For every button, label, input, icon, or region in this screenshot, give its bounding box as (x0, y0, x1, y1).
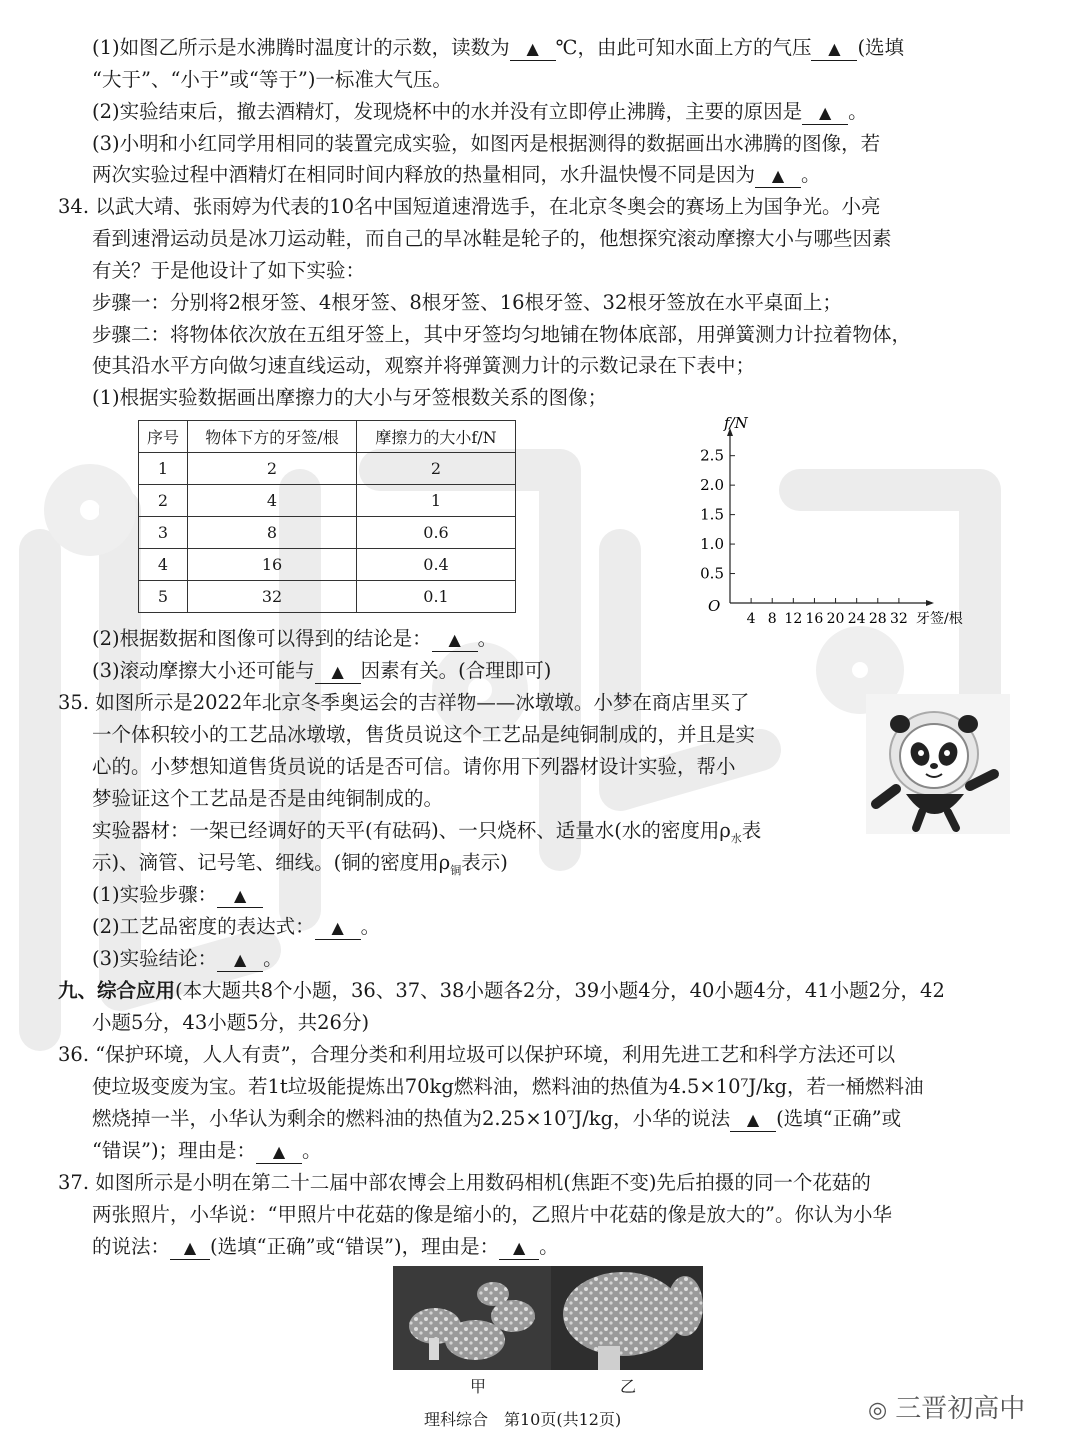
x-tick-label: 32 (889, 611, 908, 625)
q33-text: 。 (801, 163, 821, 186)
q34-line6: 使其沿水平方向做匀速直线运动，观察并将弹簧测力计的示数记录在下表中； (92, 354, 756, 377)
answer-blank[interactable]: ▲ (811, 38, 857, 61)
subscript: 铜 (450, 863, 462, 877)
answer-blank[interactable]: ▲ (256, 1141, 302, 1164)
answer-blank[interactable]: ▲ (315, 661, 361, 684)
table-cell: 2 (188, 453, 357, 485)
q34-text: 因素有关。(合理即可) (360, 659, 552, 682)
q35-line8 (92, 912, 380, 942)
table-cell: 1 (139, 453, 188, 485)
table-header: 物体下方的牙签/根 (188, 421, 357, 453)
q35-text: (1)实验步骤： (92, 883, 218, 906)
table-cell: 4 (188, 485, 357, 517)
q35-text: 示)、滴管、记号笔、细线。(铜的密度用ρ (92, 851, 451, 874)
answer-blank[interactable]: ▲ (730, 1109, 776, 1132)
answer-blank[interactable]: ▲ (315, 917, 361, 940)
q36-line4 (92, 1136, 322, 1166)
q35-line3: 心的。小梦想知道售货员说的话是否可信。请你用下列器材设计实验，帮小 (92, 755, 736, 778)
q33-line3 (92, 97, 868, 127)
q36-text: “错误”)；理由是： (92, 1139, 257, 1162)
table-header: 序号 (139, 421, 188, 453)
mushroom-photos (393, 1266, 703, 1370)
q37-text: 。 (539, 1235, 559, 1258)
q36-line2: 使垃圾变废为宝。若1t垃圾能提炼出70kg燃料油，燃料油的热值为4.5×10⁷J/kg，若一桶燃料油 (92, 1075, 924, 1098)
q33-text: (2)实验结束后，撤去酒精灯，发现烧杯中的水并没有立即停止沸腾，主要的原因是 (92, 100, 803, 123)
q34-line8 (92, 624, 497, 654)
q35-text: 表 (741, 819, 762, 842)
q37-line3 (92, 1232, 559, 1262)
table-row (139, 549, 516, 581)
x-tick-label: 24 (847, 611, 866, 625)
q36-text: (选填“正确”或 (776, 1107, 902, 1130)
table-cell: 16 (188, 549, 357, 581)
table-row (139, 485, 516, 517)
q35-text: (3)实验结论： (92, 947, 218, 970)
x-tick-label: 8 (767, 611, 777, 625)
q37-line1: 37. 如图所示是小明在第二十二届中部农博会上用数码相机(焦距不变)先后拍摄的同一个花菇的 (58, 1171, 871, 1194)
answer-blank[interactable]: ▲ (217, 949, 263, 972)
wechat-icon: ◎ (868, 1398, 888, 1423)
q34-text: (3)滚动摩擦大小还可能与 (92, 659, 315, 682)
origin-label: O (708, 597, 721, 615)
q35-line7 (92, 880, 263, 910)
q33-text: 两次实验过程中酒精灯在相同时间内释放的热量相同，水升温快慢不同是因为 (92, 163, 756, 186)
q37-text: (选填“正确”或“错误”)，理由是： (210, 1235, 500, 1258)
q34-text: (2)根据数据和图像可以得到的结论是： (92, 627, 432, 650)
table-row (139, 517, 516, 549)
table-cell: 1 (357, 485, 516, 517)
q34-line3: 有关？于是他设计了如下实验： (92, 259, 366, 282)
x-tick-label: 20 (826, 611, 845, 625)
x-tick-label: 16 (805, 611, 824, 625)
q33-text: (1)如图乙所示是水沸腾时温度计的示数，读数为 (92, 36, 510, 59)
table-cell: 32 (188, 581, 357, 613)
q35-text: 。 (263, 947, 283, 970)
mascot-image (866, 694, 1010, 834)
q33-text: ℃，由此可知水面上方的气压 (555, 36, 812, 59)
q35-text: (2)工艺品密度的表达式： (92, 915, 315, 938)
q35-text: 。 (360, 915, 381, 938)
subscript: 水 (730, 831, 742, 845)
answer-blank[interactable]: ▲ (432, 629, 478, 652)
q33-line2: “大于”、“小于”或“等于”)一标准大气压。 (92, 68, 452, 91)
answer-blank[interactable]: ▲ (499, 1237, 539, 1260)
answer-blank[interactable]: ▲ (217, 885, 263, 908)
answer-blank[interactable]: ▲ (170, 1237, 210, 1260)
section9-text: (本大题共8个小题，36、37、38小题各2分，39小题4分，40小题4分，41小题2分，42 (175, 979, 945, 1002)
q33-line5 (92, 160, 821, 190)
q34-line1: 34. 以武大靖、张雨婷为代表的10名中国短道速滑选手，在北京冬奥会的赛场上为国争光。小亮 (58, 195, 881, 218)
q34-line2: 看到速滑运动员是冰刀运动鞋，而自己的旱冰鞋是轮子的，他想探究滚动摩擦大小与哪些因素 (92, 227, 892, 250)
table-cell: 0.6 (357, 517, 516, 549)
q36-text: 。 (302, 1139, 322, 1162)
q34-line7: (1)根据实验数据画出摩擦力的大小与牙签根数关系的图像； (92, 386, 608, 409)
q35-line9 (92, 944, 283, 974)
q34-line5: 步骤二：将物体依次放在五组牙签上，其中牙签均匀地铺在物体底部，用弹簧测力计拉着物体， (92, 323, 912, 346)
table-cell: 2 (357, 453, 516, 485)
answer-blank[interactable]: ▲ (802, 102, 848, 125)
q33-line4: (3)小明和小红同学用相同的装置完成实验，如图丙是根据测得的数据画出水沸腾的图像，若 (92, 132, 881, 155)
friction-graph[interactable] (690, 410, 970, 625)
section-title: 九、综合应用 (58, 979, 176, 1002)
table-row (139, 581, 516, 613)
table-row (139, 453, 516, 485)
q34-line9 (92, 656, 551, 686)
table-cell: 3 (139, 517, 188, 549)
q36-text: 燃烧掉一半，小华认为剩余的燃料油的热值为2.25×10⁷J/kg，小华的说法 (92, 1107, 731, 1130)
q35-line4: 梦验证这个工艺品是否是由纯铜制成的。 (92, 787, 444, 810)
section9-line1 (58, 976, 945, 1006)
q37-text: 的说法： (92, 1235, 171, 1258)
photo-caption-yi: 乙 (620, 1377, 637, 1396)
section9-line2: 小题5分，43小题5分，共26分) (92, 1011, 370, 1034)
table-header: 摩擦力的大小f/N (357, 421, 516, 453)
table-cell: 2 (139, 485, 188, 517)
q36-line1: 36. “保护环境，人人有责”，合理分类和利用垃圾可以保护环境，利用先进工艺和科学方法还可以 (58, 1043, 896, 1066)
q35-text: 表示) (461, 851, 508, 874)
y-tick-label: 1.0 (700, 535, 724, 554)
q37-line2: 两张照片，小华说：“甲照片中花菇的像是缩小的，乙照片中花菇的像是放大的”。你认为小华 (92, 1203, 892, 1226)
table-header-row (139, 421, 516, 453)
q35-text: 实验器材：一架已经调好的天平(有砝码)、一只烧杯、适量水(水的密度用ρ (92, 819, 731, 842)
brand-label (868, 1388, 1025, 1425)
q35-line2: 一个体积较小的工艺品冰墩墩，售货员说这个工艺品是纯铜制成的，并且是实 (92, 723, 756, 746)
data-table (138, 420, 516, 613)
y-axis-label: f/N (724, 414, 748, 432)
q36-line3 (92, 1104, 901, 1134)
y-tick-label: 1.5 (700, 505, 724, 524)
y-tick-label: 2.0 (700, 476, 724, 495)
x-tick-label: 28 (868, 611, 887, 625)
table-cell: 8 (188, 517, 357, 549)
brand-text: 三晋初高中 (895, 1394, 1026, 1424)
table-cell: 0.4 (357, 549, 516, 581)
x-tick-label: 4 (746, 611, 756, 625)
x-tick-label: 12 (784, 611, 803, 625)
table-cell: 0.1 (357, 581, 516, 613)
q33-text: (选填 (857, 36, 905, 59)
x-axis-label: 牙签/根 (916, 611, 963, 625)
y-tick-label: 0.5 (700, 564, 724, 583)
page-footer: 理科综合 第10页(共12页) (424, 1410, 622, 1429)
table-cell: 5 (139, 581, 188, 613)
q35-line1: 35. 如图所示是2022年北京冬季奥运会的吉祥物——冰墩墩。小梦在商店里买了 (58, 691, 750, 714)
photo-caption-jia: 甲 (470, 1377, 487, 1396)
table-cell: 4 (139, 549, 188, 581)
q33-text: 。 (848, 100, 868, 123)
answer-blank[interactable]: ▲ (755, 165, 801, 188)
q33-line1 (92, 33, 904, 63)
q34-text: 。 (477, 627, 498, 650)
y-tick-label: 2.5 (700, 446, 724, 465)
answer-blank[interactable]: ▲ (510, 38, 556, 61)
q34-line4: 步骤一：分别将2根牙签、4根牙签、8根牙签、16根牙签、32根牙签放在水平桌面上； (92, 291, 842, 314)
x-axis-arrow (926, 600, 934, 606)
